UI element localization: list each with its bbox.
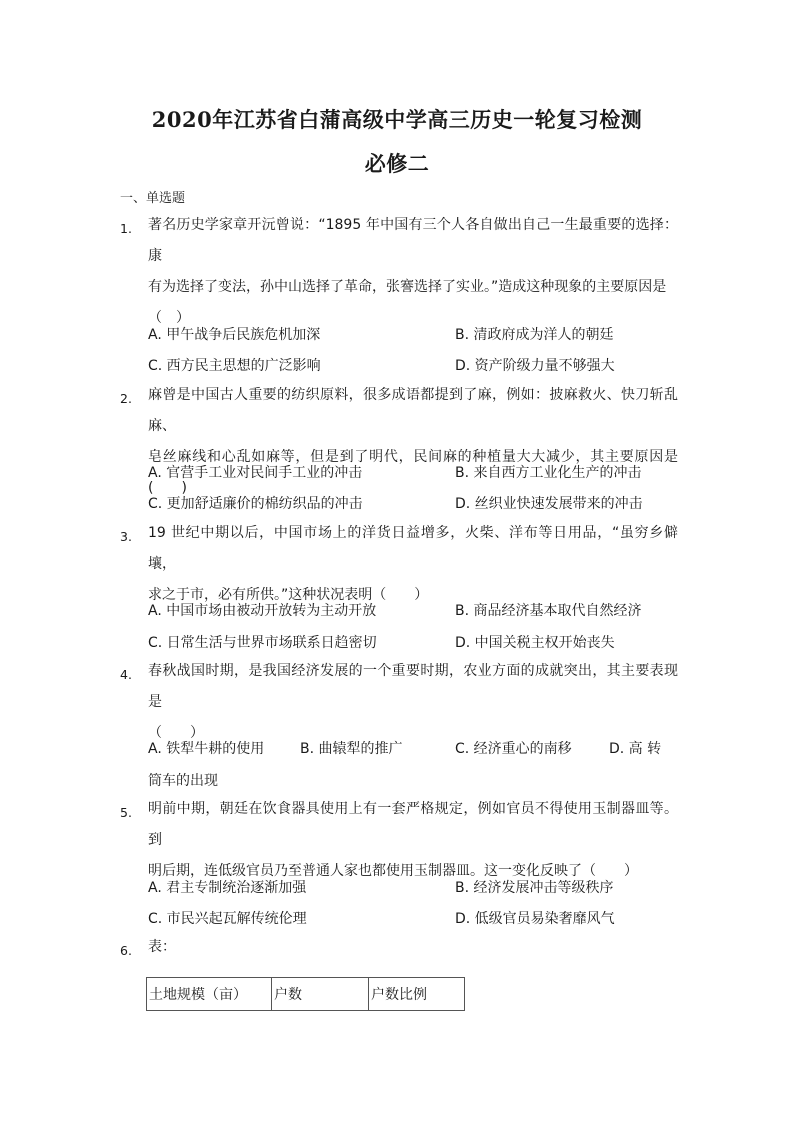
question-3-option-d[interactable]: D. 中国关税主权开始丧失 [455,635,615,651]
question-5-option-c[interactable]: C. 市民兴起瓦解传统伦理 [148,911,307,927]
section-heading: 一、单选题 [120,191,186,206]
document-title: 2020年江苏省白蒲高级中学高三历史一轮复习检测 [151,107,643,132]
question-1-line-2: 有为选择了变法，孙中山选择了革命，张謇选择了实业。”造成这种现象的主要原因是 [148,279,667,295]
question-5-line-1: 明前中期，朝廷在饮食器具使用上有一套严格规定，例如官员不得使用玉制器皿等。到 [148,801,678,848]
question-6-number: 6. [120,943,132,958]
question-2-option-c[interactable]: C. 更加舒适廉价的棉纺织品的冲击 [148,496,363,512]
table-header-cell: 户数比例 [369,978,465,1011]
question-3-line-2: 求之于市，必有所供。”这种状况表明（ ） [148,587,429,603]
land-scale-table [146,977,465,1011]
question-4-line-1: 春秋战国时期，是我国经济发展的一个重要时期，农业方面的成就突出，其主要表现是 [148,663,678,710]
question-4-option-c[interactable]: C. 经济重心的南移 [455,741,572,757]
question-1-option-c[interactable]: C. 西方民主思想的广泛影响 [148,358,321,374]
question-3-option-b[interactable]: B. 商品经济基本取代自然经济 [455,603,642,619]
question-1-line-1: 著名历史学家章开沅曾说：“1895 年中国有三个人各自做出自己一生最重要的选择：康 [148,217,678,264]
question-1-option-b[interactable]: B. 清政府成为洋人的朝廷 [455,327,614,343]
question-2-number: 2. [120,391,132,406]
question-2-stem [148,380,678,504]
question-3-option-a[interactable]: A. 中国市场由被动开放转为主动开放 [148,603,377,619]
question-2-line-1: 麻曾是中国古人重要的纺织原料，很多成语都提到了麻，例如：披麻救火、快刀斩乱麻、 [148,387,678,434]
question-2-option-b[interactable]: B. 来自西方工业化生产的冲击 [455,465,642,481]
question-6-stem [148,932,678,963]
question-5-number: 5. [120,805,132,820]
question-5-option-b[interactable]: B. 经济发展冲击等级秩序 [455,880,614,896]
question-3-number: 3. [120,529,132,544]
question-3-stem [148,518,678,611]
question-2-option-d[interactable]: D. 丝织业快速发展带来的冲击 [455,496,643,512]
question-3-option-c[interactable]: C. 日常生活与世界市场联系日趋密切 [148,635,377,651]
question-5-stem [148,794,678,887]
question-2-line-2: 皂丝麻线和心乱如麻等，但是到了明代，民间麻的种植量大大减少，其主要原因是( ) [148,449,678,496]
question-2-option-a[interactable]: A. 官营手工业对民间手工业的冲击 [148,465,363,481]
question-5-line-2: 明后期，连低级官员乃至普通人家也都使用玉制器皿。这一变化反映了（ ） [148,863,638,879]
question-4-line-2: （ ） [148,725,204,741]
table-header-row [147,978,465,1011]
question-1-line-3: （ ） [148,310,190,326]
table-header-cell: 户数 [272,978,369,1011]
question-4-option-b[interactable]: B. 曲辕犁的推广 [300,741,403,757]
question-4-option-d[interactable]: D. 高 转 [609,741,662,757]
question-4-number: 4. [120,667,132,682]
question-5-option-d[interactable]: D. 低级官员易染奢靡风气 [455,911,615,927]
question-1-option-a[interactable]: A. 甲午战争后民族危机加深 [148,327,321,343]
question-5-option-a[interactable]: A. 君主专制统治逐渐加强 [148,880,307,896]
question-1-option-d[interactable]: D. 资产阶级力量不够强大 [455,358,615,374]
question-4-option-d-continued: 筒车的出现 [148,773,218,789]
question-3-line-1: 19 世纪中期以后，中国市场上的洋货日益增多，火柴、洋布等日用品，“虽穷乡僻壤， [148,525,678,572]
question-1-number: 1. [120,221,132,236]
question-1-stem [148,210,678,334]
table-header-cell: 土地规模（亩） [147,978,272,1011]
document-subtitle: 必修二 [364,151,430,176]
question-6-line-1: 表： [148,939,176,955]
question-4-option-a[interactable]: A. 铁犁牛耕的使用 [148,741,265,757]
question-4-stem [148,656,678,749]
